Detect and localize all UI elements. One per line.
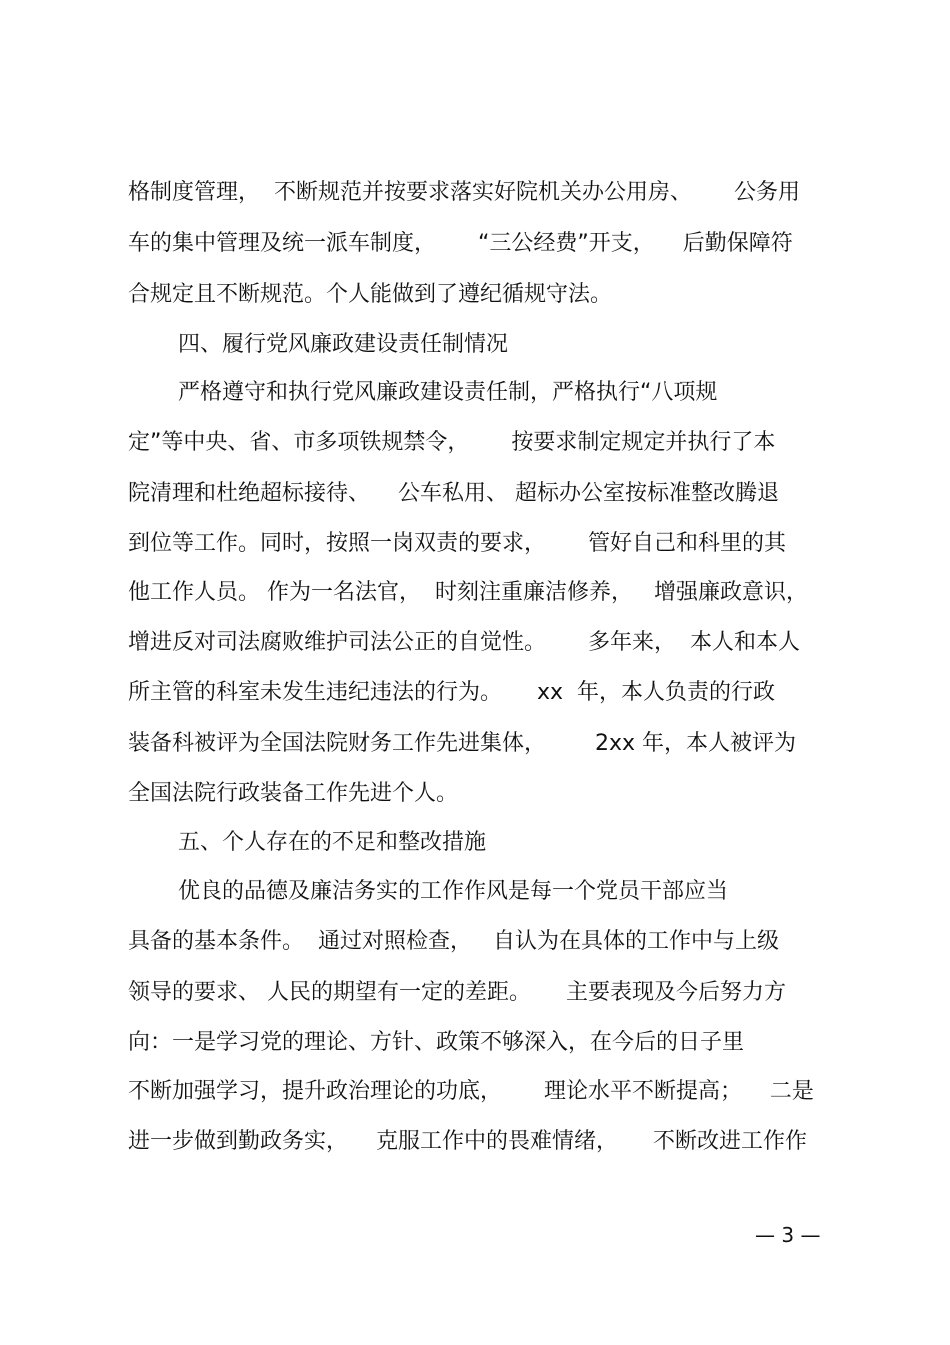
body-line: 不断加强学习，提升政治理论的功底， 理论水平不断提高； 二是 — [128, 1079, 814, 1104]
body-line: 全国法院行政装备工作先进个人。 — [128, 781, 459, 806]
section-heading: 四、履行党风廉政建设责任制情况 — [178, 332, 509, 357]
body-line: 合规定且不断规范。个人能做到了遵纪循规守法。 — [128, 282, 613, 307]
body-line: 严格遵守和执行党风廉政建设责任制，严格执行“八项规 — [178, 380, 718, 405]
body-line: 具备的基本条件。 通过对照检查， 自认为在具体的工作中与上级 — [128, 929, 779, 954]
body-line: 装备科被评为全国法院财务工作先进集体， 2xx 年，本人被评为 — [128, 731, 796, 756]
body-line: 进一步做到勤政务实， 克服工作中的畏难情绪， 不断改进工作作 — [128, 1129, 807, 1154]
page-number: — 3 — — [755, 1223, 821, 1247]
body-line: 他工作人员。 作为一名法官， 时刻注重廉洁修养， 增强廉政意识， — [128, 580, 808, 605]
body-line: 领导的要求、 人民的期望有一定的差距。 主要表现及今后努力方 — [128, 980, 786, 1005]
body-line: 定”等中央、省、市多项铁规禁令， 按要求制定规定并执行了本 — [128, 430, 776, 455]
body-line: 增进反对司法腐败维护司法公正的自觉性。 多年来， 本人和本人 — [128, 630, 800, 655]
body-line: 所主管的科室未发生违纪违法的行为。 xx 年，本人负责的行政 — [128, 680, 775, 705]
body-line: 院清理和杜绝超标接待、 公车私用、 超标办公室按标准整改腾退 — [128, 481, 779, 506]
body-line: 车的集中管理及统一派车制度， “三公经费”开支， 后勤保障符 — [128, 231, 793, 256]
body-line: 优良的品德及廉洁务实的工作作风是每一个党员干部应当 — [178, 879, 729, 904]
section-heading: 五、个人存在的不足和整改措施 — [178, 830, 487, 855]
body-line: 到位等工作。同时，按照一岗双责的要求， 管好自己和科里的其 — [128, 531, 786, 556]
body-line: 向：一是学习党的理论、方针、政策不够深入，在今后的日子里 — [128, 1030, 745, 1055]
body-line: 格制度管理， 不断规范并按要求落实好院机关办公用房、 公务用 — [128, 180, 800, 205]
